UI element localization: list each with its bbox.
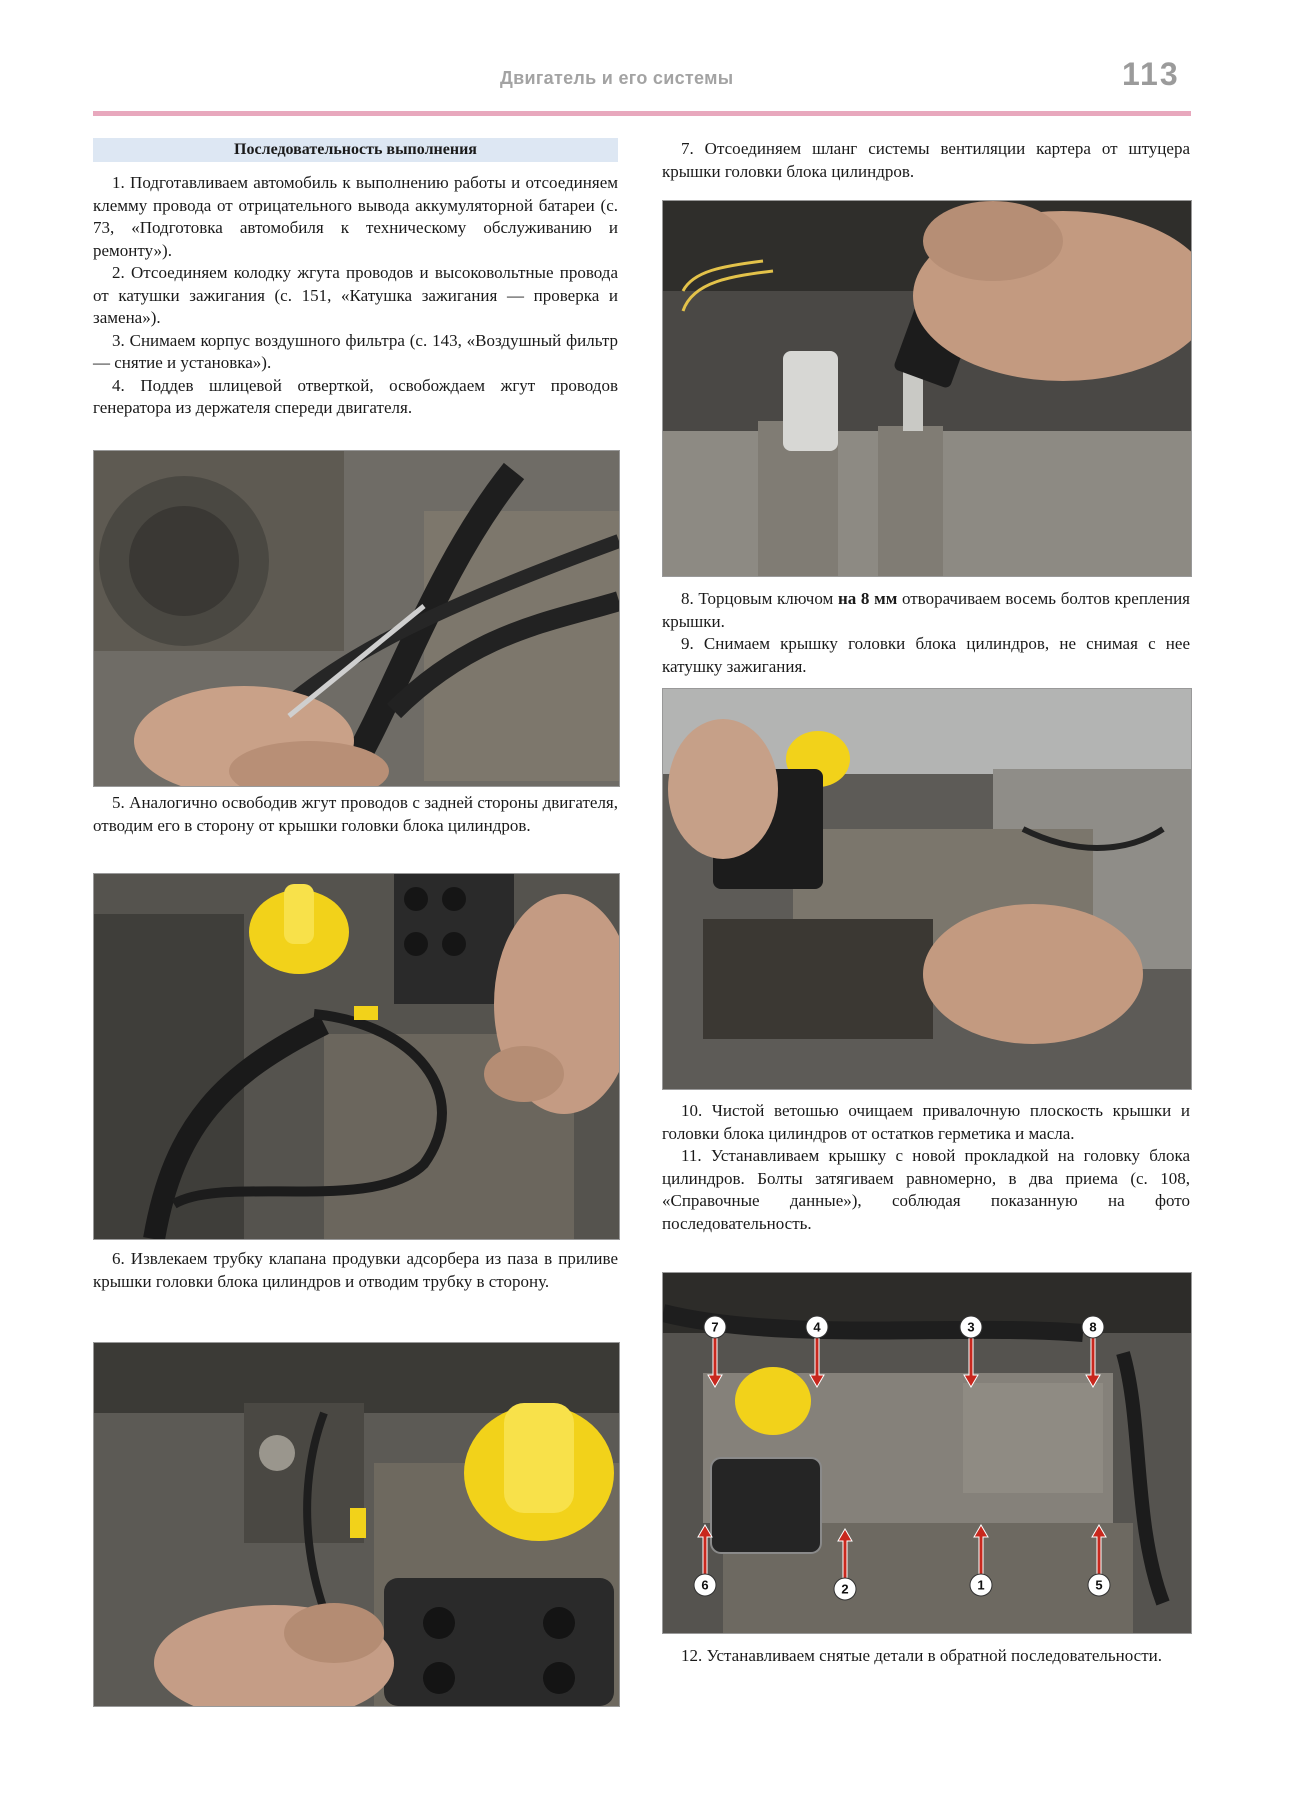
bolt-order-label: 4 [813,1319,821,1335]
step-1: 1. Подготавливаем автомобиль к выполнению работы и отсоединяем клемму провода от отрицательного вывода аккумуляторной батареи (с. 73, «Подготовка автомобиля к техническому обслуживанию и ремонту»). [93,173,618,260]
steps-1-4 [93,172,618,420]
step-7-block [662,138,1190,183]
photo-generator-harness [93,450,620,787]
bolt-order-label: 6 [701,1577,709,1593]
procedure-heading: Последовательность выполнения [93,138,618,162]
step-7: 7. Отсоединяем шланг системы вентиляции картера от штуцера крышки головки блока цилиндров. [662,139,1190,181]
step-8-bold-size: на 8 мм [837,589,898,608]
running-header-section-title: Двигатель и его системы [500,68,734,88]
step-10: 10. Чистой ветошью очищаем привалочную плоскость крышки и головки блока цилиндров от остатков герметика и масла. [662,1101,1190,1143]
step-3: 3. Снимаем корпус воздушного фильтра (с. 143, «Воздушный фильтр — снятие и установка»). [93,330,618,372]
step-6-block [93,1248,618,1293]
step-12: 12. Устанавливаем снятые детали в обратной последовательности. [681,1646,1163,1665]
header-rule [93,111,1191,116]
steps-8-9 [662,588,1190,678]
bolt-order-label: 3 [967,1319,975,1335]
bolt-order-label: 5 [1095,1577,1103,1593]
step-4: 4. Поддев шлицевой отверткой, освобождаем жгут проводов генератора из держателя спереди двигателя. [93,375,618,417]
bolt-order-label: 8 [1089,1319,1097,1335]
steps-10-11 [662,1100,1190,1235]
bolt-order-label: 7 [711,1319,719,1335]
step-11: 11. Устанавливаем крышку с новой прокладкой на головку блока цилиндров. Болты затягиваем равномерно, в два приема (с. 108, «Справочные данные»), соблюдая показанную на фото последовательность. [662,1146,1190,1233]
bolt-order-label: 1 [977,1577,985,1593]
photo-bolt-tightening-order [662,1272,1192,1634]
step-5: 5. Аналогично освободив жгут проводов с задней стороны двигателя, отводим его в сторону от крышки головки блока цилиндров. [93,793,618,835]
step-9: 9. Снимаем крышку головки блока цилиндров, не снимая с нее катушку зажигания. [662,634,1190,676]
step-6: 6. Извлекаем трубку клапана продувки адсорбера из паза в приливе крышки головки блока цилиндров и отводим трубку в сторону. [93,1249,618,1291]
bolt-order-label: 2 [841,1581,849,1597]
photo-cover-removal [662,688,1192,1090]
step-8: 8. Торцовым ключом на 8 мм отворачиваем восемь болтов крепления крышки. [662,589,1190,631]
page-number: 113 [1122,56,1180,92]
photo-purge-tube [93,1342,620,1707]
photo-vent-hose [662,200,1192,577]
step-5-block [93,792,618,837]
step-12-block [662,1645,1190,1668]
photo-rear-harness [93,873,620,1240]
step-2: 2. Отсоединяем колодку жгута проводов и высоковольтные провода от катушки зажигания (с. 151, «Катушка зажигания — проверка и замена»). [93,263,618,327]
